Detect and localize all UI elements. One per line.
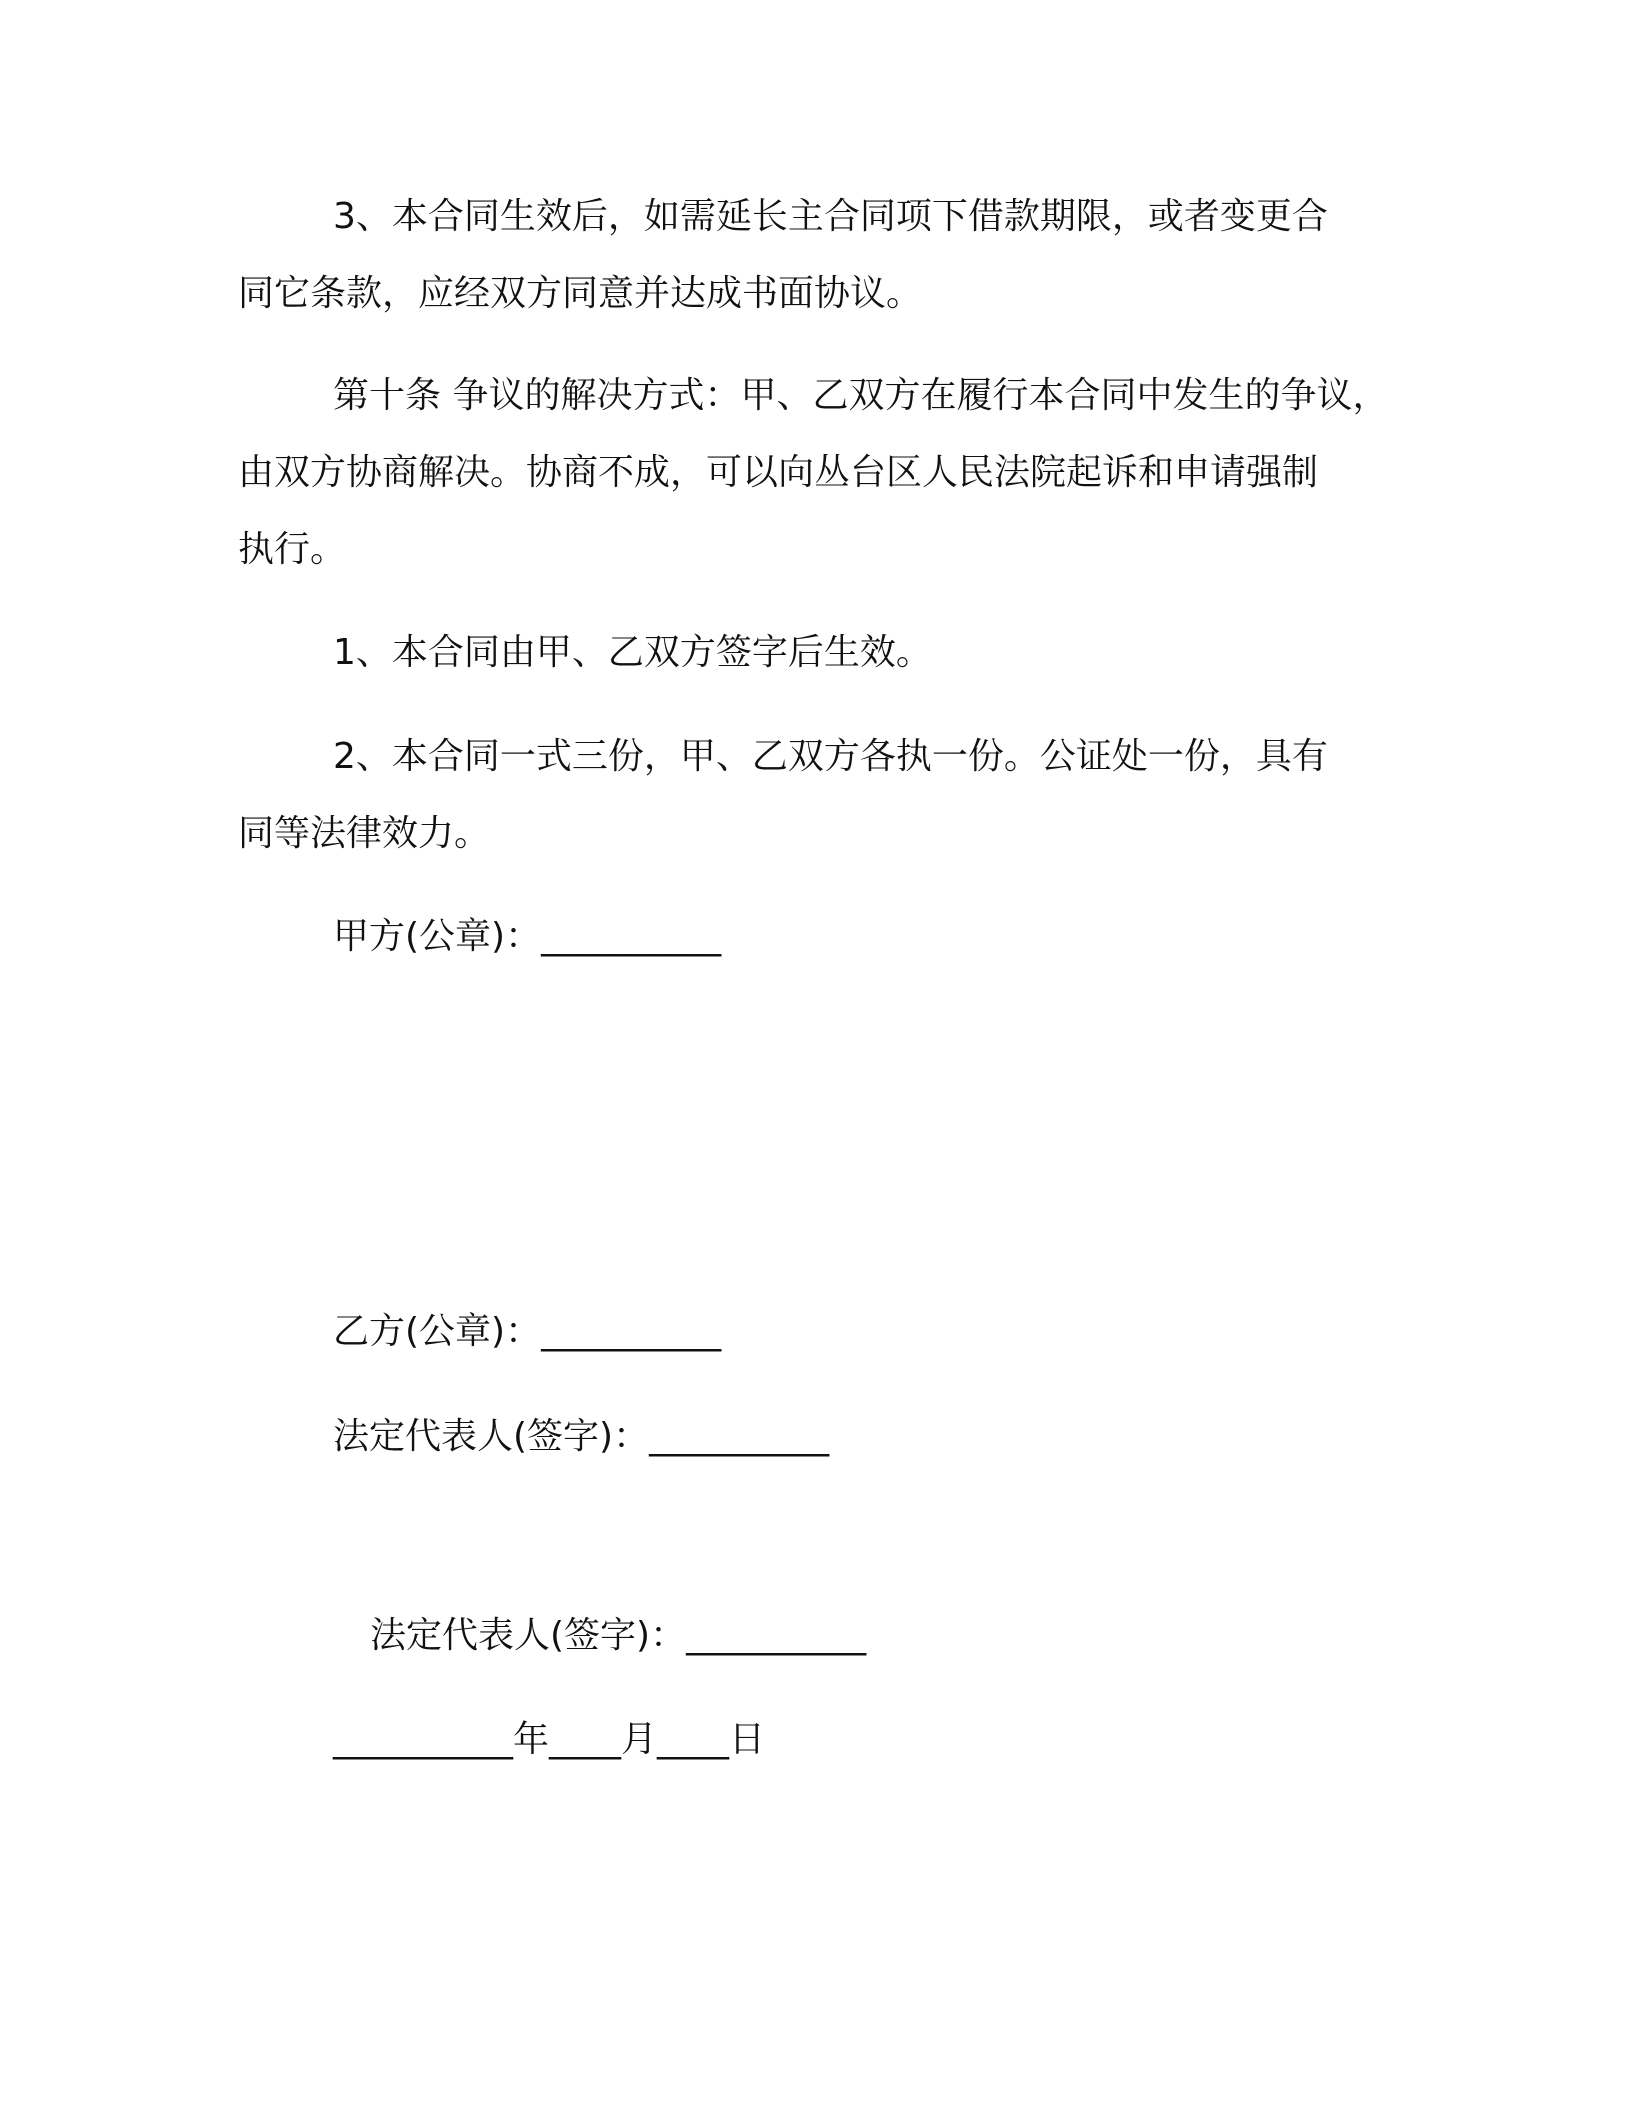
clause-3-line-2: 同它条款，应经双方同意并达成书面协议。: [238, 273, 923, 314]
signing-date: __________年____月____日: [333, 1719, 765, 1760]
legal-representative-signature-2: 法定代表人(签字)：__________: [370, 1615, 867, 1656]
clause-3-line-1: 3、本合同生效后，如需延长主合同项下借款期限，或者变更合: [333, 196, 1328, 237]
clause-2-line-1: 2、本合同一式三份，甲、乙双方各执一份。公证处一份，具有: [333, 736, 1328, 777]
party-a-seal: 甲方(公章)：__________: [333, 916, 722, 957]
clause-1: 1、本合同由甲、乙双方签字后生效。: [333, 632, 932, 673]
clause-2-line-2: 同等法律效力。: [238, 813, 491, 854]
article-10-line-3: 执行。: [238, 529, 347, 570]
article-10-line-2: 由双方协商解决。协商不成，可以向丛台区人民法院起诉和申请强制: [238, 452, 1319, 493]
party-b-seal: 乙方(公章)：__________: [333, 1311, 722, 1352]
legal-representative-signature-1: 法定代表人(签字)：__________: [333, 1416, 830, 1457]
article-10-line-1: 第十条 争议的解决方式：甲、乙双方在履行本合同中发生的争议，: [333, 375, 1389, 416]
